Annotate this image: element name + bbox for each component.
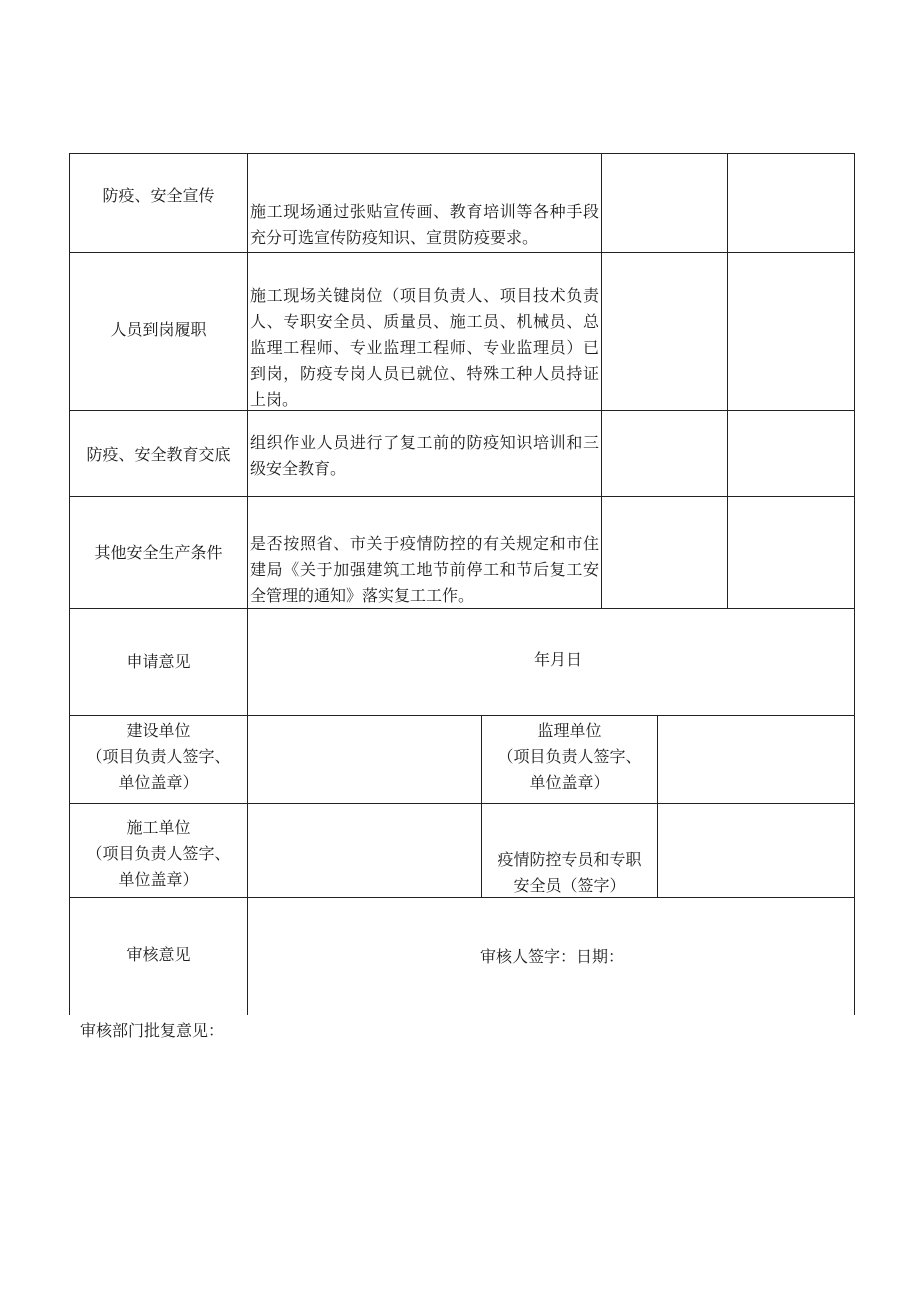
- application-opinion-label: 申请意见: [126, 652, 191, 671]
- row-label-other-conditions: 其他安全生产条件: [94, 542, 223, 562]
- construction-unit-line3: 单位盖章）: [118, 772, 199, 792]
- builder-unit-line3: 单位盖章）: [118, 869, 199, 889]
- row-content-other-conditions: 是否按照省、市关于疫情防控的有关规定和市住建局《关于加强建筑工地节前停工和节后复工安全管理的通知》落实复工工作。: [250, 534, 599, 605]
- builder-unit-line2: （项目负责人签字、: [86, 843, 231, 863]
- supervision-unit-line3: 单位盖章）: [529, 772, 610, 792]
- approval-opinion-label: 审核部门批复意见：: [80, 1021, 225, 1040]
- table-column-divider: [657, 715, 658, 897]
- row-label-education: 防疫、安全教育交底: [86, 444, 231, 464]
- row-content-staffing: 施工现场关键岗位（项目负责人、项目技术负责人、专职安全员、质量员、施工员、机械员、总监理工程师、专业监理工程师、专业监理员）已到岗，防疫专岗人员已就位、特殊工种人员持证上岗。: [250, 286, 599, 409]
- row-content-publicity: 施工现场通过张贴宣传画、教育培训等各种手段充分可选宣传防疫知识、宣贯防疫要求。: [250, 202, 599, 247]
- table-column-divider: [727, 153, 728, 608]
- review-opinion-label: 审核意见: [126, 944, 191, 964]
- construction-unit-line1: 建设单位: [126, 720, 191, 740]
- builder-unit-label: [70, 804, 247, 897]
- construction-unit-line2: （项目负责人签字、: [86, 746, 231, 766]
- table-border-right: [854, 153, 855, 1015]
- epidemic-officer-label: [482, 804, 657, 897]
- construction-unit-label: [70, 716, 247, 803]
- epidemic-officer-line2: 安全员（签字）: [513, 875, 626, 895]
- supervision-unit-label: [482, 716, 657, 803]
- epidemic-officer-line1: 疫情防控专员和专职: [497, 849, 642, 869]
- application-date-text: 年月日: [533, 650, 582, 669]
- row-content-education: 组织作业人员进行了复工前的防疫知识培训和三级安全教育。: [250, 433, 599, 478]
- supervision-unit-line2: （项目负责人签字、: [497, 746, 642, 766]
- supervision-unit-line1: 监理单位: [537, 720, 602, 740]
- row-label-publicity: 防疫、安全宣传: [102, 186, 215, 205]
- review-signature-text: 审核人签字：日期：: [479, 946, 624, 966]
- row-label-staffing: 人员到岗履职: [110, 319, 207, 339]
- table-column-divider: [601, 153, 602, 608]
- builder-unit-line1: 施工单位: [126, 817, 191, 837]
